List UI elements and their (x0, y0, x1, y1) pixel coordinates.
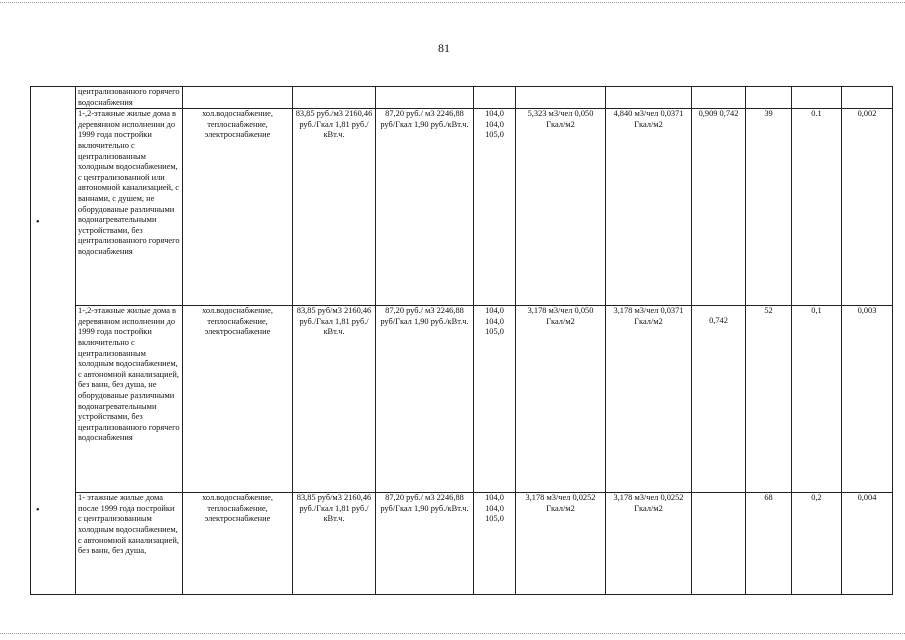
cell-col10 (746, 87, 792, 109)
cell-description: 1-,2-этажные жилые дома в деревянном исполнении до 1999 года постройки включительно с централизованным холодным водоснабжением, с централизованной или автономной канализацией, с ваннами, с душем, не оборудованые различными водонагревательными устройствами, без централизованного горячего водоснабжения (76, 109, 183, 306)
cell-tariff-current (293, 87, 376, 109)
cell-col10: 39 (746, 109, 792, 306)
table-row (31, 493, 893, 595)
cell-coefficient: 0,742 (692, 306, 746, 493)
cell-description: централизованного горячего водоснабжения (76, 87, 183, 109)
tariff-table (30, 86, 893, 595)
cell-col12: 0,003 (842, 306, 893, 493)
cell-norm-current: 5,323 м3/чел 0,050 Гкал/м2 (516, 109, 606, 306)
bullet-mark: • (36, 505, 40, 516)
scan-edge-bottom (0, 633, 905, 635)
cell-tariff-new (376, 87, 474, 109)
cell-index: 104,0 104,0 105,0 (474, 109, 516, 306)
cell-tariff-new: 87,20 руб./ м3 2246,88 руб/Гкал 1,90 руб./кВт.ч. (376, 109, 474, 306)
cell-tariff-current: 83,85 руб./м3 2160,46 руб./Гкал 1,81 руб./кВт.ч. (293, 109, 376, 306)
cell-tariff-current: 83,85 руб/м3 2160,46 руб./Гкал 1,81 руб./кВт.ч. (293, 306, 376, 493)
page-number: 81 (438, 41, 450, 55)
cell-col12 (842, 87, 893, 109)
cell-tariff-current: 83,85 руб/м3 2160,46 руб./Гкал 1,81 руб./кВт.ч. (293, 493, 376, 595)
cell-coefficient (692, 493, 746, 595)
cell-norm-current (516, 87, 606, 109)
cell-tariff-new: 87,20 руб./ м3 2246,88 руб/Гкал 1,90 руб./кВт.ч. (376, 306, 474, 493)
cell-norm-new: 3,178 м3/чел 0,0252 Гкал/м2 (606, 493, 692, 595)
cell-services: хол.водоснабжение, теплоснабжение, электроснабжение (183, 493, 293, 595)
table-row (31, 87, 893, 109)
cell-col11: 0.1 (792, 109, 842, 306)
cell-services (183, 87, 293, 109)
bullet-mark: • (36, 217, 40, 228)
cell-col11: 0,1 (792, 306, 842, 493)
cell-index: 104,0 104,0 105,0 (474, 306, 516, 493)
cell-col10: 52 (746, 306, 792, 493)
cell-norm-new: 3,178 м3/чел 0,0371 Гкал/м2 (606, 306, 692, 493)
scan-edge-top (0, 2, 905, 4)
cell-norm-current: 3,178 м3/чел 0,050 Гкал/м2 (516, 306, 606, 493)
cell-services: хол.водоснабжение, теплоснабжение, электроснабжение (183, 306, 293, 493)
cell-col10: 68 (746, 493, 792, 595)
cell-norm-current: 3,178 м3/чел 0,0252 Гкал/м2 (516, 493, 606, 595)
cell-index: 104,0 104,0 105,0 (474, 493, 516, 595)
cell-col12: 0,004 (842, 493, 893, 595)
cell-tariff-new: 87,20 руб./ м3 2246,88 руб/Гкал 1,90 руб./кВт.ч. (376, 493, 474, 595)
cell-norm-new: 4,840 м3/чел 0,0371 Гкал/м2 (606, 109, 692, 306)
table-row (31, 109, 893, 306)
cell-coefficient: 0,909 0,742 (692, 109, 746, 306)
cell-col11: 0,2 (792, 493, 842, 595)
row-number-cell (31, 87, 76, 595)
cell-col11 (792, 87, 842, 109)
cell-coefficient (692, 87, 746, 109)
cell-services: хол.водоснабжение, теплоснабжение, электроснабжение (183, 109, 293, 306)
cell-index (474, 87, 516, 109)
cell-col12: 0,002 (842, 109, 893, 306)
table-row (31, 306, 893, 493)
cell-norm-new (606, 87, 692, 109)
cell-description: 1-,2-этажные жилые дома в деревянном исполнении до 1999 года постройки включительно с централизованным холодным водоснабжением, с автономной канализацией, без ванн, без душа, не оборудованые различными водонагревательными устройствами, без централизованного горячего водоснабжения (76, 306, 183, 493)
cell-description: 1- этажные жилые дома после 1999 года постройки с централизованным холодным водоснабжением, с автономной канализацией, без ванн, без душа, (76, 493, 183, 595)
